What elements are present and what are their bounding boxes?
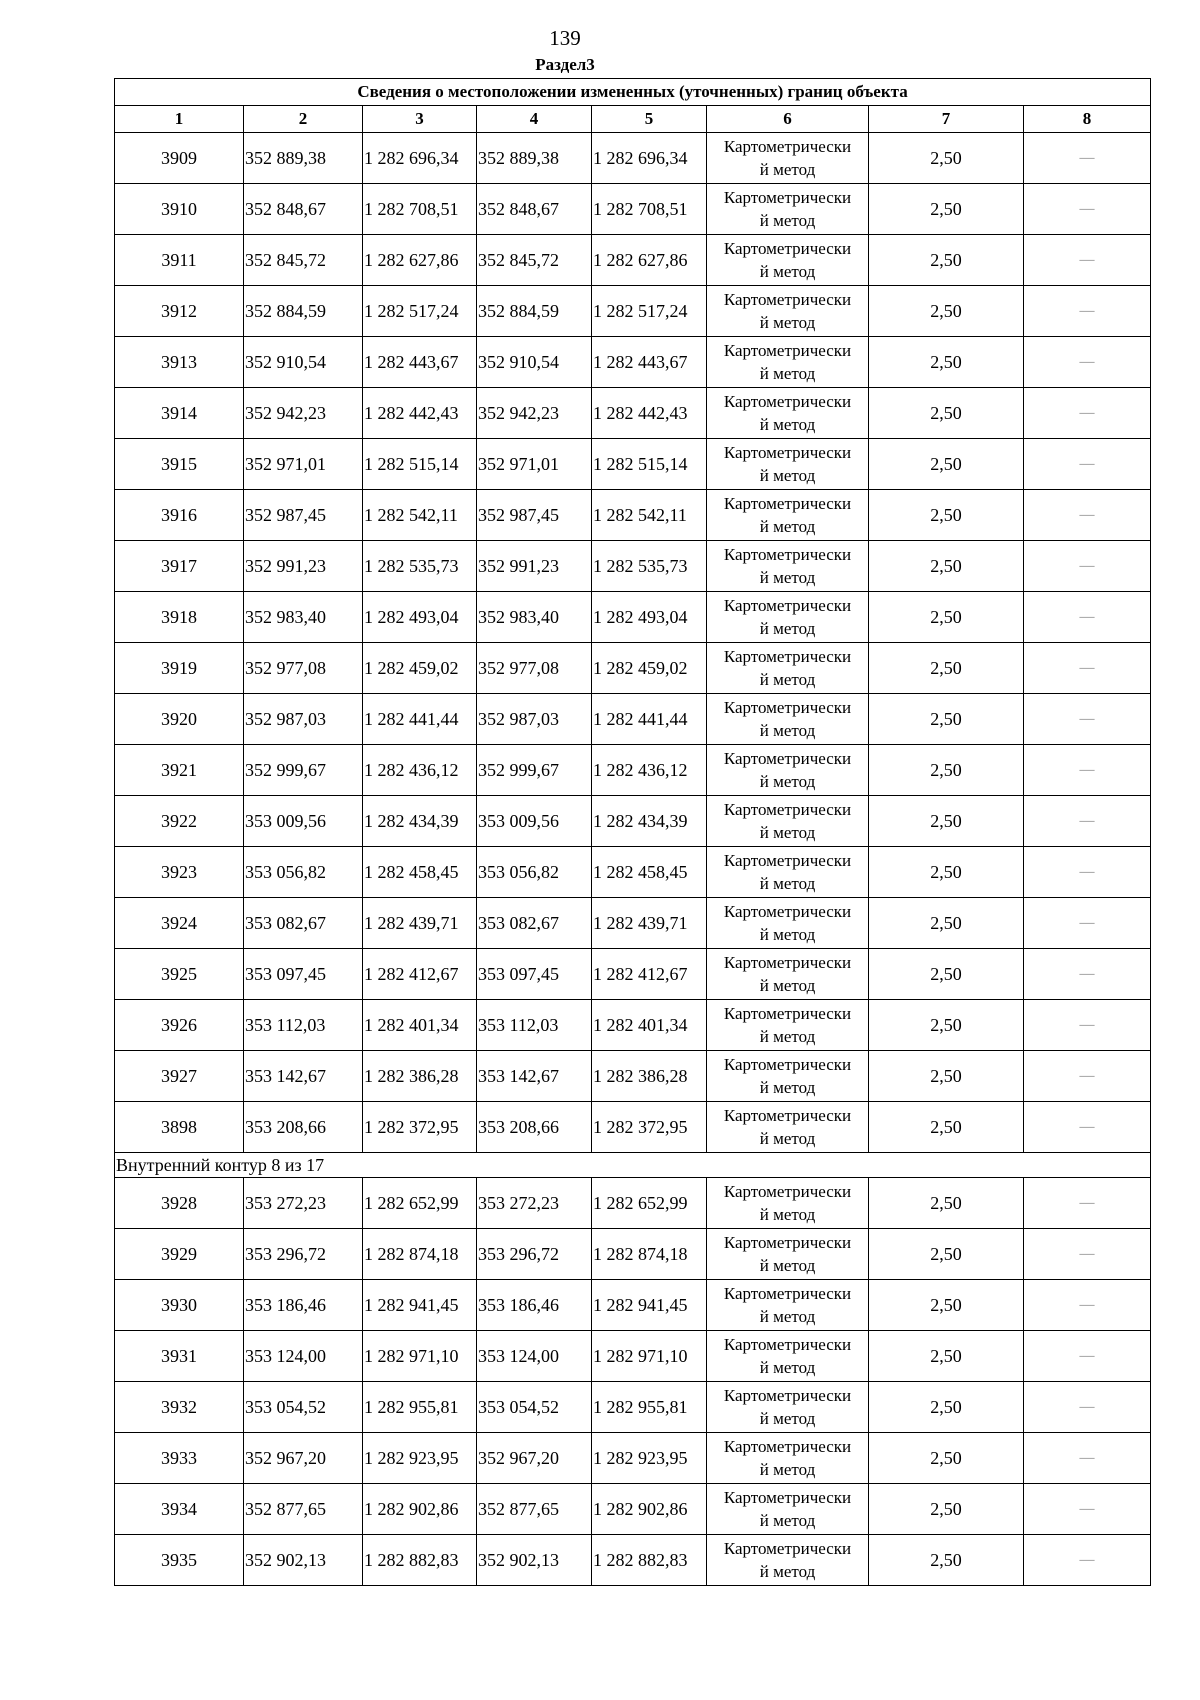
cell-x-new: 352 845,72 bbox=[477, 235, 592, 286]
cell-method: Картометрически й метод bbox=[707, 490, 869, 541]
cell-method: Картометрически й метод bbox=[707, 1535, 869, 1586]
cell-description: — bbox=[1024, 1102, 1151, 1153]
cell-y-new: 1 282 696,34 bbox=[592, 133, 707, 184]
cell-x-new: 352 991,23 bbox=[477, 541, 592, 592]
cell-accuracy: 2,50 bbox=[869, 1280, 1024, 1331]
cell-x-new: 352 983,40 bbox=[477, 592, 592, 643]
cell-y-new: 1 282 436,12 bbox=[592, 745, 707, 796]
cell-method: Картометрически й метод bbox=[707, 1229, 869, 1280]
cell-y-new: 1 282 923,95 bbox=[592, 1433, 707, 1484]
cell-accuracy: 2,50 bbox=[869, 541, 1024, 592]
cell-point-number: 3922 bbox=[115, 796, 244, 847]
cell-method: Картометрически й метод bbox=[707, 1280, 869, 1331]
cell-x-new: 352 967,20 bbox=[477, 1433, 592, 1484]
cell-x-existing: 352 967,20 bbox=[244, 1433, 363, 1484]
table-row bbox=[115, 1280, 1151, 1331]
cell-accuracy: 2,50 bbox=[869, 694, 1024, 745]
cell-y-existing: 1 282 493,04 bbox=[363, 592, 477, 643]
cell-y-existing: 1 282 882,83 bbox=[363, 1535, 477, 1586]
cell-x-new: 352 977,08 bbox=[477, 643, 592, 694]
cell-x-existing: 352 889,38 bbox=[244, 133, 363, 184]
cell-accuracy: 2,50 bbox=[869, 439, 1024, 490]
cell-accuracy: 2,50 bbox=[869, 592, 1024, 643]
cell-y-existing: 1 282 439,71 bbox=[363, 898, 477, 949]
cell-accuracy: 2,50 bbox=[869, 133, 1024, 184]
cell-accuracy: 2,50 bbox=[869, 337, 1024, 388]
cell-point-number: 3913 bbox=[115, 337, 244, 388]
cell-method: Картометрически й метод bbox=[707, 1433, 869, 1484]
cell-y-existing: 1 282 412,67 bbox=[363, 949, 477, 1000]
cell-y-new: 1 282 941,45 bbox=[592, 1280, 707, 1331]
cell-y-existing: 1 282 515,14 bbox=[363, 439, 477, 490]
cell-y-existing: 1 282 708,51 bbox=[363, 184, 477, 235]
column-number: 7 bbox=[869, 106, 1024, 133]
cell-description: — bbox=[1024, 1229, 1151, 1280]
column-number-row bbox=[115, 106, 1151, 133]
cell-point-number: 3924 bbox=[115, 898, 244, 949]
section-title: Раздел3 bbox=[535, 55, 595, 74]
table-row bbox=[115, 898, 1151, 949]
cell-x-existing: 352 977,08 bbox=[244, 643, 363, 694]
cell-accuracy: 2,50 bbox=[869, 1178, 1024, 1229]
cell-description: — bbox=[1024, 1280, 1151, 1331]
cell-point-number: 3914 bbox=[115, 388, 244, 439]
cell-x-existing: 353 208,66 bbox=[244, 1102, 363, 1153]
table-row bbox=[115, 1433, 1151, 1484]
cell-x-new: 353 082,67 bbox=[477, 898, 592, 949]
cell-method: Картометрически й метод bbox=[707, 694, 869, 745]
cell-y-existing: 1 282 941,45 bbox=[363, 1280, 477, 1331]
cell-method: Картометрически й метод bbox=[707, 184, 869, 235]
cell-y-new: 1 282 493,04 bbox=[592, 592, 707, 643]
column-number: 1 bbox=[115, 106, 244, 133]
column-number: 3 bbox=[363, 106, 477, 133]
cell-x-new: 353 296,72 bbox=[477, 1229, 592, 1280]
cell-x-new: 352 971,01 bbox=[477, 439, 592, 490]
cell-x-existing: 353 272,23 bbox=[244, 1178, 363, 1229]
table-row bbox=[115, 1382, 1151, 1433]
cell-x-new: 352 889,38 bbox=[477, 133, 592, 184]
cell-y-new: 1 282 971,10 bbox=[592, 1331, 707, 1382]
table-row bbox=[115, 1484, 1151, 1535]
table-row bbox=[115, 949, 1151, 1000]
table-row bbox=[115, 286, 1151, 337]
cell-x-existing: 353 082,67 bbox=[244, 898, 363, 949]
cell-point-number: 3928 bbox=[115, 1178, 244, 1229]
cell-y-new: 1 282 874,18 bbox=[592, 1229, 707, 1280]
cell-x-new: 353 009,56 bbox=[477, 796, 592, 847]
cell-x-existing: 352 983,40 bbox=[244, 592, 363, 643]
cell-method: Картометрически й метод bbox=[707, 898, 869, 949]
cell-x-new: 353 054,52 bbox=[477, 1382, 592, 1433]
cell-method: Картометрически й метод bbox=[707, 1102, 869, 1153]
cell-description: — bbox=[1024, 388, 1151, 439]
cell-x-new: 352 987,03 bbox=[477, 694, 592, 745]
cell-description: — bbox=[1024, 898, 1151, 949]
cell-x-existing: 352 884,59 bbox=[244, 286, 363, 337]
cell-y-new: 1 282 441,44 bbox=[592, 694, 707, 745]
cell-description: — bbox=[1024, 1382, 1151, 1433]
cell-x-existing: 353 142,67 bbox=[244, 1051, 363, 1102]
cell-accuracy: 2,50 bbox=[869, 1535, 1024, 1586]
cell-x-new: 352 942,23 bbox=[477, 388, 592, 439]
table-body bbox=[115, 79, 1151, 1586]
cell-y-new: 1 282 902,86 bbox=[592, 1484, 707, 1535]
cell-y-new: 1 282 652,99 bbox=[592, 1178, 707, 1229]
cell-y-existing: 1 282 443,67 bbox=[363, 337, 477, 388]
contour-row bbox=[115, 1153, 1151, 1178]
cell-y-new: 1 282 401,34 bbox=[592, 1000, 707, 1051]
cell-point-number: 3911 bbox=[115, 235, 244, 286]
cell-x-existing: 353 112,03 bbox=[244, 1000, 363, 1051]
cell-point-number: 3931 bbox=[115, 1331, 244, 1382]
cell-accuracy: 2,50 bbox=[869, 643, 1024, 694]
cell-y-existing: 1 282 542,11 bbox=[363, 490, 477, 541]
cell-accuracy: 2,50 bbox=[869, 490, 1024, 541]
cell-method: Картометрически й метод bbox=[707, 643, 869, 694]
cell-point-number: 3925 bbox=[115, 949, 244, 1000]
cell-point-number: 3932 bbox=[115, 1382, 244, 1433]
cell-y-existing: 1 282 401,34 bbox=[363, 1000, 477, 1051]
cell-y-existing: 1 282 436,12 bbox=[363, 745, 477, 796]
cell-y-new: 1 282 627,86 bbox=[592, 235, 707, 286]
table-row bbox=[115, 1102, 1151, 1153]
cell-point-number: 3917 bbox=[115, 541, 244, 592]
cell-point-number: 3933 bbox=[115, 1433, 244, 1484]
cell-point-number: 3916 bbox=[115, 490, 244, 541]
cell-method: Картометрически й метод bbox=[707, 541, 869, 592]
cell-y-new: 1 282 535,73 bbox=[592, 541, 707, 592]
cell-accuracy: 2,50 bbox=[869, 184, 1024, 235]
cell-x-new: 353 097,45 bbox=[477, 949, 592, 1000]
cell-x-new: 352 877,65 bbox=[477, 1484, 592, 1535]
cell-x-existing: 352 971,01 bbox=[244, 439, 363, 490]
table-caption: Сведения о местоположении измененных (уточненных) границ объекта bbox=[115, 79, 1151, 106]
table-row bbox=[115, 694, 1151, 745]
cell-description: — bbox=[1024, 1000, 1151, 1051]
cell-y-existing: 1 282 902,86 bbox=[363, 1484, 477, 1535]
cell-x-existing: 352 845,72 bbox=[244, 235, 363, 286]
cell-method: Картометрически й метод bbox=[707, 745, 869, 796]
cell-description: — bbox=[1024, 1484, 1151, 1535]
cell-description: — bbox=[1024, 337, 1151, 388]
column-number: 2 bbox=[244, 106, 363, 133]
cell-y-new: 1 282 955,81 bbox=[592, 1382, 707, 1433]
cell-point-number: 3930 bbox=[115, 1280, 244, 1331]
contour-label: Внутренний контур 8 из 17 bbox=[115, 1153, 1151, 1178]
cell-accuracy: 2,50 bbox=[869, 286, 1024, 337]
cell-x-new: 352 848,67 bbox=[477, 184, 592, 235]
cell-accuracy: 2,50 bbox=[869, 235, 1024, 286]
cell-point-number: 3918 bbox=[115, 592, 244, 643]
cell-x-new: 352 902,13 bbox=[477, 1535, 592, 1586]
table-row bbox=[115, 388, 1151, 439]
cell-x-existing: 352 910,54 bbox=[244, 337, 363, 388]
cell-x-new: 352 884,59 bbox=[477, 286, 592, 337]
cell-y-new: 1 282 458,45 bbox=[592, 847, 707, 898]
table-row bbox=[115, 1229, 1151, 1280]
cell-description: — bbox=[1024, 745, 1151, 796]
cell-description: — bbox=[1024, 490, 1151, 541]
table-row bbox=[115, 1331, 1151, 1382]
cell-x-existing: 352 987,03 bbox=[244, 694, 363, 745]
cell-point-number: 3921 bbox=[115, 745, 244, 796]
table-row bbox=[115, 1051, 1151, 1102]
cell-y-existing: 1 282 652,99 bbox=[363, 1178, 477, 1229]
cell-x-existing: 353 186,46 bbox=[244, 1280, 363, 1331]
table-row bbox=[115, 1000, 1151, 1051]
table-row bbox=[115, 184, 1151, 235]
cell-x-existing: 352 877,65 bbox=[244, 1484, 363, 1535]
table-row bbox=[115, 796, 1151, 847]
table-row bbox=[115, 745, 1151, 796]
cell-point-number: 3934 bbox=[115, 1484, 244, 1535]
cell-x-existing: 352 987,45 bbox=[244, 490, 363, 541]
cell-x-existing: 353 097,45 bbox=[244, 949, 363, 1000]
cell-description: — bbox=[1024, 286, 1151, 337]
table-row bbox=[115, 541, 1151, 592]
cell-method: Картометрически й метод bbox=[707, 235, 869, 286]
cell-x-existing: 352 942,23 bbox=[244, 388, 363, 439]
cell-method: Картометрически й метод bbox=[707, 592, 869, 643]
cell-x-existing: 353 124,00 bbox=[244, 1331, 363, 1382]
cell-accuracy: 2,50 bbox=[869, 1433, 1024, 1484]
cell-y-existing: 1 282 955,81 bbox=[363, 1382, 477, 1433]
cell-accuracy: 2,50 bbox=[869, 745, 1024, 796]
cell-point-number: 3927 bbox=[115, 1051, 244, 1102]
cell-y-new: 1 282 412,67 bbox=[592, 949, 707, 1000]
cell-y-new: 1 282 515,14 bbox=[592, 439, 707, 490]
cell-description: — bbox=[1024, 592, 1151, 643]
cell-description: — bbox=[1024, 1535, 1151, 1586]
cell-x-existing: 353 296,72 bbox=[244, 1229, 363, 1280]
cell-description: — bbox=[1024, 1433, 1151, 1484]
cell-point-number: 3909 bbox=[115, 133, 244, 184]
table-row bbox=[115, 1535, 1151, 1586]
cell-y-existing: 1 282 459,02 bbox=[363, 643, 477, 694]
cell-x-new: 352 987,45 bbox=[477, 490, 592, 541]
column-number: 8 bbox=[1024, 106, 1151, 133]
cell-method: Картометрически й метод bbox=[707, 286, 869, 337]
cell-description: — bbox=[1024, 1051, 1151, 1102]
cell-description: — bbox=[1024, 439, 1151, 490]
cell-y-existing: 1 282 874,18 bbox=[363, 1229, 477, 1280]
cell-y-existing: 1 282 434,39 bbox=[363, 796, 477, 847]
cell-description: — bbox=[1024, 1331, 1151, 1382]
cell-description: — bbox=[1024, 694, 1151, 745]
table-row bbox=[115, 337, 1151, 388]
table-row bbox=[115, 592, 1151, 643]
cell-description: — bbox=[1024, 541, 1151, 592]
cell-y-new: 1 282 442,43 bbox=[592, 388, 707, 439]
cell-x-new: 353 124,00 bbox=[477, 1331, 592, 1382]
cell-point-number: 3923 bbox=[115, 847, 244, 898]
cell-method: Картометрически й метод bbox=[707, 847, 869, 898]
table-row bbox=[115, 1178, 1151, 1229]
cell-accuracy: 2,50 bbox=[869, 1331, 1024, 1382]
cell-description: — bbox=[1024, 949, 1151, 1000]
cell-y-new: 1 282 386,28 bbox=[592, 1051, 707, 1102]
cell-x-existing: 353 056,82 bbox=[244, 847, 363, 898]
cell-y-existing: 1 282 386,28 bbox=[363, 1051, 477, 1102]
cell-description: — bbox=[1024, 1178, 1151, 1229]
cell-method: Картометрически й метод bbox=[707, 1000, 869, 1051]
cell-point-number: 3935 bbox=[115, 1535, 244, 1586]
cell-method: Картометрически й метод bbox=[707, 1484, 869, 1535]
cell-x-existing: 353 009,56 bbox=[244, 796, 363, 847]
column-number: 5 bbox=[592, 106, 707, 133]
cell-method: Картометрически й метод bbox=[707, 1178, 869, 1229]
cell-x-existing: 352 991,23 bbox=[244, 541, 363, 592]
cell-point-number: 3912 bbox=[115, 286, 244, 337]
cell-accuracy: 2,50 bbox=[869, 847, 1024, 898]
cell-method: Картометрически й метод bbox=[707, 796, 869, 847]
cell-y-existing: 1 282 923,95 bbox=[363, 1433, 477, 1484]
cell-x-new: 353 208,66 bbox=[477, 1102, 592, 1153]
cell-y-new: 1 282 372,95 bbox=[592, 1102, 707, 1153]
cell-y-existing: 1 282 517,24 bbox=[363, 286, 477, 337]
cell-y-existing: 1 282 372,95 bbox=[363, 1102, 477, 1153]
cell-accuracy: 2,50 bbox=[869, 388, 1024, 439]
cell-y-existing: 1 282 627,86 bbox=[363, 235, 477, 286]
cell-point-number: 3919 bbox=[115, 643, 244, 694]
cell-description: — bbox=[1024, 235, 1151, 286]
cell-accuracy: 2,50 bbox=[869, 796, 1024, 847]
cell-y-existing: 1 282 441,44 bbox=[363, 694, 477, 745]
table-row bbox=[115, 439, 1151, 490]
cell-x-new: 353 056,82 bbox=[477, 847, 592, 898]
cell-y-existing: 1 282 535,73 bbox=[363, 541, 477, 592]
cell-y-existing: 1 282 458,45 bbox=[363, 847, 477, 898]
table-row bbox=[115, 847, 1151, 898]
cell-method: Картометрически й метод bbox=[707, 949, 869, 1000]
cell-point-number: 3926 bbox=[115, 1000, 244, 1051]
cell-accuracy: 2,50 bbox=[869, 1000, 1024, 1051]
cell-method: Картометрически й метод bbox=[707, 439, 869, 490]
cell-y-new: 1 282 542,11 bbox=[592, 490, 707, 541]
cell-y-new: 1 282 434,39 bbox=[592, 796, 707, 847]
cell-y-existing: 1 282 696,34 bbox=[363, 133, 477, 184]
cell-method: Картометрически й метод bbox=[707, 337, 869, 388]
cell-y-new: 1 282 443,67 bbox=[592, 337, 707, 388]
cell-point-number: 3915 bbox=[115, 439, 244, 490]
cell-point-number: 3898 bbox=[115, 1102, 244, 1153]
cell-accuracy: 2,50 bbox=[869, 1382, 1024, 1433]
cell-point-number: 3929 bbox=[115, 1229, 244, 1280]
cell-x-existing: 352 999,67 bbox=[244, 745, 363, 796]
cell-y-new: 1 282 439,71 bbox=[592, 898, 707, 949]
cell-method: Картометрически й метод bbox=[707, 1051, 869, 1102]
cell-description: — bbox=[1024, 133, 1151, 184]
table-row bbox=[115, 490, 1151, 541]
cell-accuracy: 2,50 bbox=[869, 1102, 1024, 1153]
cell-accuracy: 2,50 bbox=[869, 949, 1024, 1000]
table-row bbox=[115, 235, 1151, 286]
cell-y-new: 1 282 517,24 bbox=[592, 286, 707, 337]
cell-y-new: 1 282 882,83 bbox=[592, 1535, 707, 1586]
cell-description: — bbox=[1024, 643, 1151, 694]
cell-method: Картометрически й метод bbox=[707, 1382, 869, 1433]
cell-y-existing: 1 282 971,10 bbox=[363, 1331, 477, 1382]
cell-description: — bbox=[1024, 796, 1151, 847]
cell-accuracy: 2,50 bbox=[869, 898, 1024, 949]
cell-y-new: 1 282 708,51 bbox=[592, 184, 707, 235]
cell-accuracy: 2,50 bbox=[869, 1484, 1024, 1535]
boundary-table bbox=[114, 78, 1151, 1586]
cell-y-new: 1 282 459,02 bbox=[592, 643, 707, 694]
cell-method: Картометрически й метод bbox=[707, 388, 869, 439]
cell-x-existing: 352 848,67 bbox=[244, 184, 363, 235]
cell-point-number: 3910 bbox=[115, 184, 244, 235]
cell-y-existing: 1 282 442,43 bbox=[363, 388, 477, 439]
cell-x-new: 353 112,03 bbox=[477, 1000, 592, 1051]
cell-point-number: 3920 bbox=[115, 694, 244, 745]
cell-method: Картометрически й метод bbox=[707, 1331, 869, 1382]
page-number: 139 bbox=[549, 26, 581, 50]
cell-accuracy: 2,50 bbox=[869, 1051, 1024, 1102]
caption-row bbox=[115, 79, 1151, 106]
cell-method: Картометрически й метод bbox=[707, 133, 869, 184]
cell-x-new: 353 186,46 bbox=[477, 1280, 592, 1331]
cell-x-existing: 352 902,13 bbox=[244, 1535, 363, 1586]
cell-accuracy: 2,50 bbox=[869, 1229, 1024, 1280]
cell-x-new: 353 142,67 bbox=[477, 1051, 592, 1102]
table-row bbox=[115, 643, 1151, 694]
cell-x-new: 352 999,67 bbox=[477, 745, 592, 796]
cell-description: — bbox=[1024, 847, 1151, 898]
column-number: 6 bbox=[707, 106, 869, 133]
table-row bbox=[115, 133, 1151, 184]
cell-x-new: 352 910,54 bbox=[477, 337, 592, 388]
column-number: 4 bbox=[477, 106, 592, 133]
cell-x-existing: 353 054,52 bbox=[244, 1382, 363, 1433]
cell-description: — bbox=[1024, 184, 1151, 235]
cell-x-new: 353 272,23 bbox=[477, 1178, 592, 1229]
